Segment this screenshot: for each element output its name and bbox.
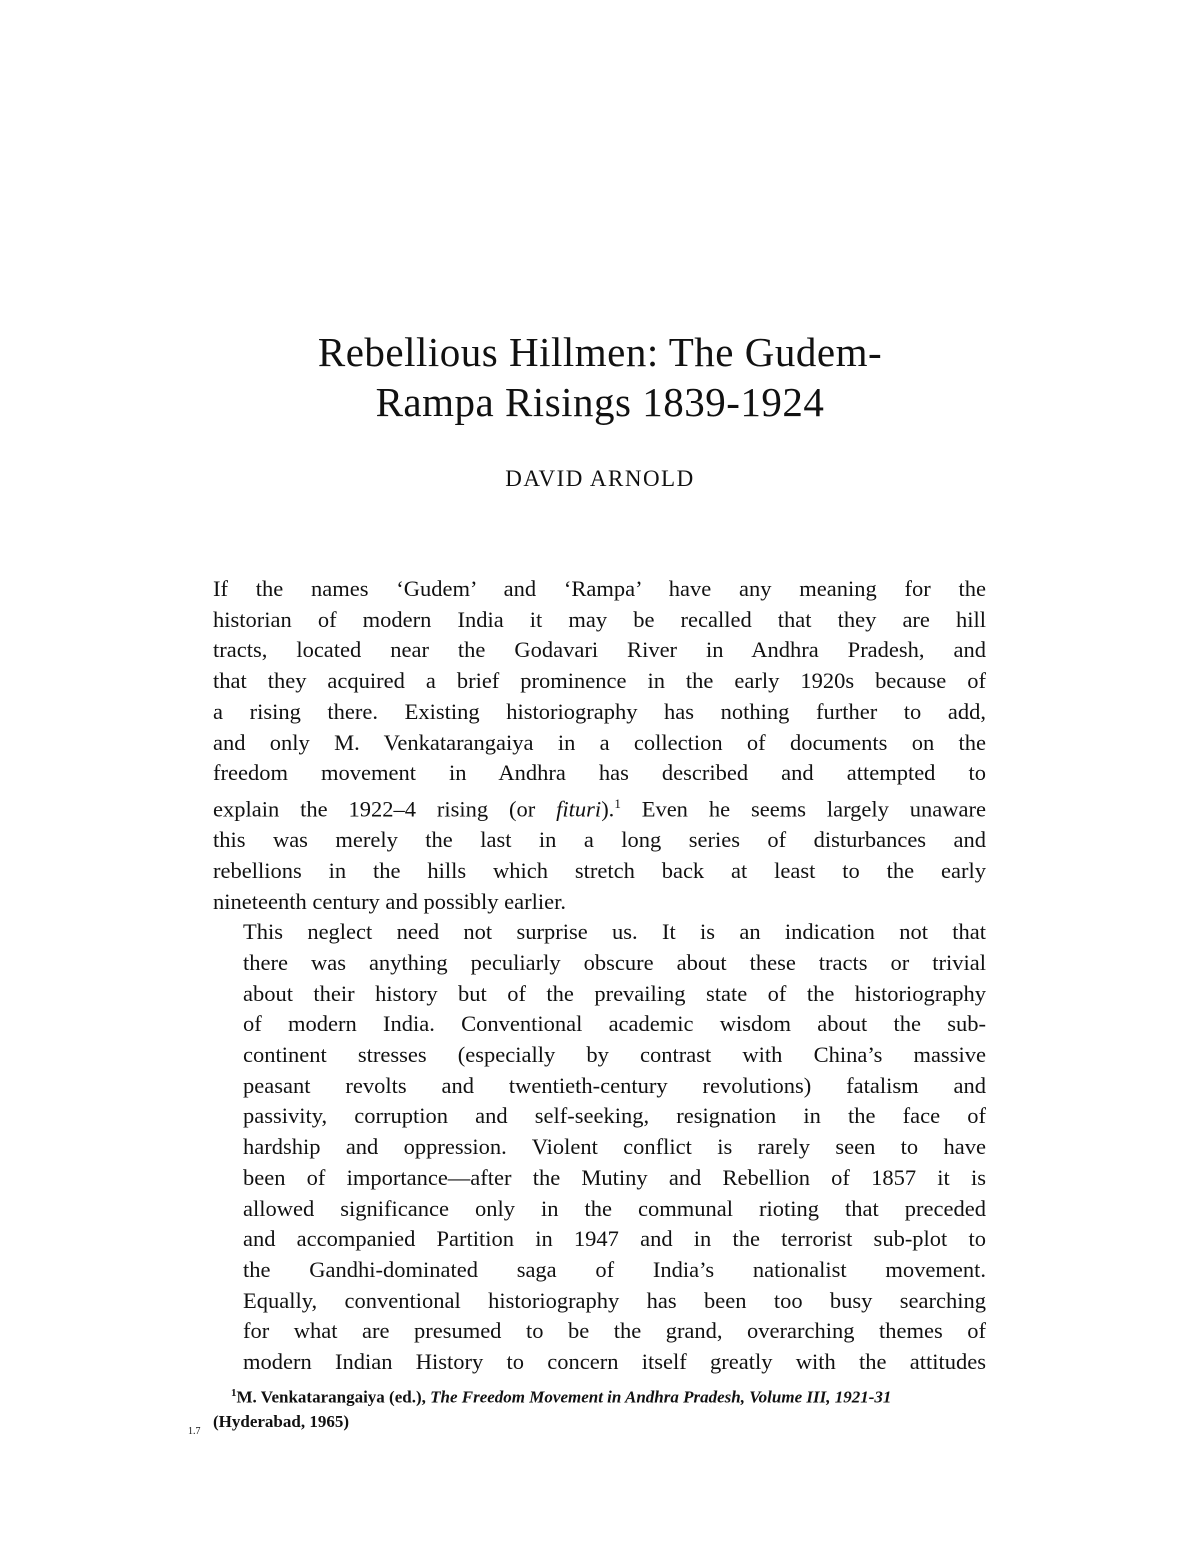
text-line: allowed significance only in the communal rioting that preceded	[243, 1195, 986, 1221]
paragraph-1	[213, 574, 986, 917]
text-line: rebellions in the hills which stretch back at least to the early	[213, 857, 986, 883]
text-line: modern Indian History to concern itself greatly with the attitudes	[243, 1349, 986, 1375]
text-line: been of importance—after the Mutiny and Rebellion of 1857 it is	[243, 1164, 986, 1190]
text-segment: ).	[601, 796, 615, 822]
text-line: about their history but of the prevailing state of the historiography	[243, 980, 986, 1006]
footnote-author: M. Venkatarangaiya (ed.),	[236, 1387, 431, 1407]
text-segment: Even he seems largely unaware	[620, 796, 986, 822]
text-line: passivity, corruption and self-seeking, resignation in the face of	[243, 1103, 986, 1129]
text-line: tracts, located near the Godavari River in Andhra Pradesh, and	[213, 637, 986, 663]
text-line: for what are presumed to be the grand, overarching themes of	[243, 1318, 986, 1344]
text-line-with-footnote-ref	[213, 789, 986, 825]
footnote	[213, 1381, 986, 1434]
text-segment: explain the 1922–4 rising (or	[213, 796, 557, 822]
text-line: nineteenth century and possibly earlier.	[213, 888, 567, 914]
text-line: This neglect need not surprise us. It is an indication not that	[243, 919, 986, 945]
title-line-2: Rampa Risings 1839-1924	[375, 379, 825, 425]
text-line: If the names ‘Gudem’ and ‘Rampa’ have any meaning for the	[213, 576, 986, 601]
page-mark: 1.7	[188, 1426, 201, 1437]
footnote-ref[interactable]: 1	[614, 795, 621, 811]
paragraph-2	[213, 917, 986, 1378]
article-body	[213, 574, 986, 1378]
text-line: and accompanied Partition in 1947 and in the terrorist sub-plot to	[243, 1226, 986, 1252]
text-line: that they acquired a brief prominence in the early 1920s because of	[213, 668, 986, 694]
text-line: this was merely the last in a long series of disturbances and	[213, 827, 986, 853]
text-line: freedom movement in Andhra has described and attempted to	[213, 760, 986, 786]
article-title	[0, 327, 1200, 427]
text-line: historian of modern India it may be recalled that they are hill	[213, 606, 986, 632]
footnote-title: The Freedom Movement in Andhra Pradesh, Volume III, 1921-31	[430, 1387, 892, 1407]
text-line: of modern India. Conventional academic wisdom about the sub-	[243, 1011, 986, 1037]
footnote-line-2: (Hyderabad, 1965)	[213, 1411, 349, 1431]
footnote-mark: 1	[231, 1387, 237, 1399]
italic-term: fituri	[556, 796, 602, 822]
text-line: continent stresses (especially by contrast with China’s massive	[243, 1042, 986, 1068]
text-line: hardship and oppression. Violent conflict is rarely seen to have	[243, 1134, 986, 1160]
text-line: there was anything peculiarly obscure about these tracts or trivial	[243, 949, 986, 975]
text-line: and only M. Venkatarangaiya in a collection of documents on the	[213, 729, 986, 755]
text-line: peasant revolts and twentieth-century revolutions) fatalism and	[243, 1072, 986, 1098]
author-name: DAVID ARNOLD	[505, 466, 695, 491]
text-line: Equally, conventional historiography has been too busy searching	[243, 1287, 986, 1313]
footnote-line-1	[213, 1381, 986, 1410]
text-line: a rising there. Existing historiography has nothing further to add,	[213, 698, 986, 724]
text-line: the Gandhi-dominated saga of India’s nationalist movement.	[243, 1256, 986, 1282]
title-line-1: Rebellious Hillmen: The Gudem-	[317, 329, 883, 375]
